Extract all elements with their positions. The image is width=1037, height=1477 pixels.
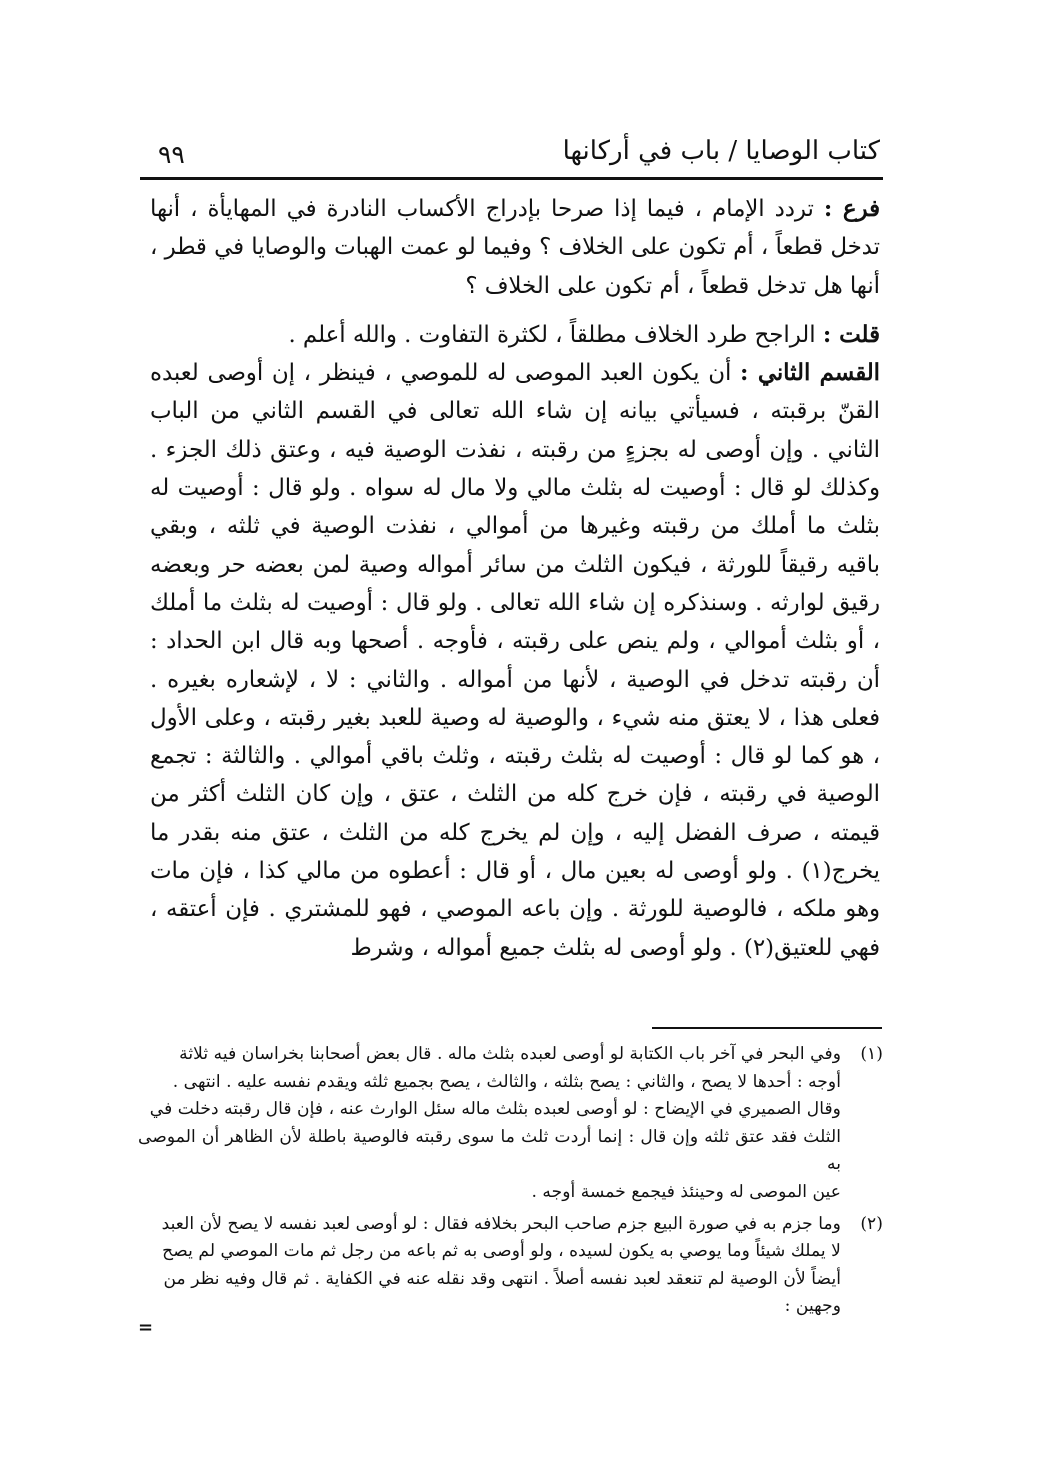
footnote-2-line: وجهين : <box>784 1296 841 1317</box>
header-rule <box>140 177 883 180</box>
main-text <box>150 190 880 967</box>
footnote-1-line: الثلث فقد عتق ثلثه وإن قال : إنما أردت ثلث ما سوى رقبته فالوصية باطلة لأن الظاهر أن الموصى به <box>138 1126 841 1175</box>
footnote-2-line: لا يملك شيئاً وما يوصي به يكون لسيده ، ولو أوصى به ثم باعه من رجل ثم مات الموصي لم يصح <box>162 1241 841 1262</box>
qultu-text: الراجح طرد الخلاف مطلقاً ، لكثرة التفاوت . والله أعلم . <box>288 321 816 348</box>
footnote-1 <box>138 1041 883 1207</box>
second-section-text-end: . ولو أوصى له بثلث جميع أمواله ، وشرط <box>350 934 737 961</box>
footnote-1-line: وفي البحر في آخر باب الكتابة لو أوصى لعبده بثلث ماله . قال بعض أصحابنا بخراسان فيه ثلاثة <box>179 1044 841 1064</box>
footnote-ref-1[interactable]: (١) <box>801 858 832 885</box>
page-number: ٩٩ <box>158 140 185 169</box>
continuation-mark: = <box>138 1317 154 1338</box>
footnote-2-line: أيضاً لأن الوصية لم تنعقد لعبد نفسه أصلاً . انتهى وقد نقله عنه في الكفاية . ثم قال وفيه نظر من <box>163 1268 841 1289</box>
far-heading: فرع : <box>823 196 880 222</box>
running-header <box>140 130 880 174</box>
footnotes <box>138 1041 883 1321</box>
second-section-heading: القسم الثاني : <box>740 360 881 387</box>
qultu-heading: قلت : <box>822 321 880 348</box>
footnote-2 <box>138 1211 883 1321</box>
footnote-1-line: أوجه : أحدها لا يصح ، والثاني : يصح بثلثه ، والثالث ، يصح بجميع ثلثه ويقدم نفسه عليه . انتهى . <box>172 1071 841 1092</box>
paragraph-second-section <box>150 354 880 967</box>
footnote-ref-2[interactable]: (٢) <box>744 934 775 961</box>
second-section-text: أن يكون العبد الموصى له للموصي ، فينظر ، إن أوصى لعبده القنّ برقبته ، فسيأتي بيانه إن شاء الله تعالى في القسم الثاني من الباب الثاني . وإن أوصى له بجزءٍ من رقبته ، نفذت الوصية فيه ، وعتق ذلك الجزء . وكذلك لو قال : أوصيت له بثلث مالي ولا مال له سواه . ولو قال : أوصيت له بثلث ما أملك من رقبته وغيرها من أموالي ، نفذت الوصية في ثلثه ، وبقي باقيه رقيقاً للورثة ، فيكون الثلث من سائر أمواله وصية لمن بعضه حر وبعضه رقيق لوارثه . وسنذكره إن شاء الله تعالى . ولو قال : أوصيت له بثلث ما أملك ، أو بثلث أموالي ، ولم ينص على رقبته ، فأوجه . أصحها وبه قال ابن الحداد : أن رقبته تدخل في الوصية ، لأنها من أمواله . والثاني : لا ، لإشعاره بغيره . فعلى هذا ، لا يعتق منه شيء ، والوصية له وصية للعبد بغير رقبته ، وعلى الأول ، هو كما لو قال : أوصيت له بثلث رقبته ، وثلث باقي أموالي . والثالثة : تجمع الوصية في رقبته ، فإن خرج كله من الثلث ، عتق ، وإن كان الثلث أكثر من قيمته ، صرف الفضل إليه ، وإن لم يخرج كله من الثلث ، عتق منه بقدر ما يخرج <box>150 360 881 885</box>
far-text: تردد الإمام ، فيما إذا صرحا بإدراج الأكساب النادرة في المهايأة ، أنها تدخل قطعاً ، أم تكون على الخلاف ؟ وفيما لو عمت الهبات والوصايا في قطر ، أنها هل تدخل قطعاً ، أم تكون على الخلاف ؟ <box>150 196 880 299</box>
footnote-2-mark: (٢) <box>860 1213 883 1234</box>
footnote-2-line: وما جزم به في صورة البيع جزم صاحب البحر بخلافه فقال : لو أوصى لعبد نفسه لا يصح لأن العبد <box>161 1213 841 1234</box>
paragraph-far <box>150 190 880 305</box>
header-title: كتاب الوصايا / باب في أركانها <box>562 136 880 166</box>
footnote-separator <box>652 1027 882 1029</box>
footnote-1-line: عين الموصى له وحينئذ فيجمع خمسة أوجه . <box>531 1181 841 1202</box>
second-section-text-cont: . ولو أوصى له بعين مال ، أو قال : أعطوه من مالي كذا ، فإن مات وهو ملكه ، فالوصية للورثة . وإن باعه الموصي ، فهو للمشتري . فإن أعتقه ، فهي للعتيق <box>150 858 880 961</box>
footnote-1-mark: (١) <box>860 1044 883 1064</box>
footnote-1-line: وقال الصميري في الإيضاح : لو أوصى لعبده بثلث ماله سئل الوارث عنه ، فإن قال رقبته دخلت في <box>149 1099 841 1120</box>
paragraph-qultu <box>150 316 880 354</box>
